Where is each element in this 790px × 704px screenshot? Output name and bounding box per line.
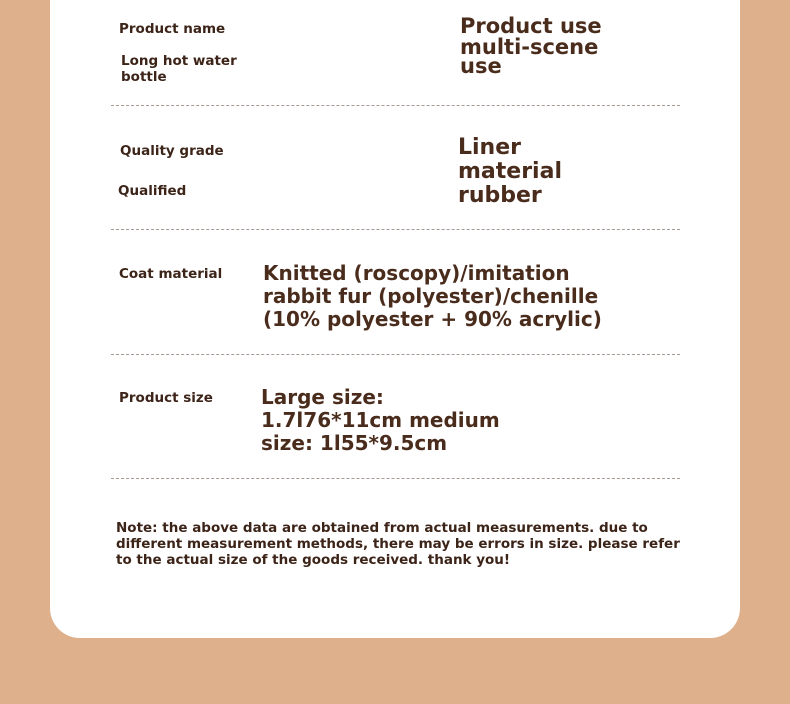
product-name-value: Long hot water bottle — [121, 53, 237, 85]
product-use-label: Product use — [460, 14, 602, 38]
quality-grade-label: Quality grade — [120, 143, 224, 159]
coat-material-label: Coat material — [119, 266, 223, 282]
quality-grade-value: Qualified — [118, 183, 187, 199]
coat-material-value: Knitted (roscopy)/imitation rabbit fur (polyester)/chenille (10% polyester + 90% acrylic) — [263, 261, 602, 331]
product-use-value: multi-scene use — [460, 35, 599, 78]
divider-4 — [111, 478, 680, 479]
divider-1 — [111, 105, 680, 106]
liner-material-label: Liner material — [458, 135, 562, 184]
liner-material-value: rubber — [458, 183, 542, 208]
product-size-value: Large size: 1.7l76*11cm medium size: 1l55*9.5cm — [261, 385, 500, 455]
divider-3 — [111, 354, 680, 355]
product-size-label: Product size — [119, 390, 213, 406]
product-name-label: Product name — [119, 21, 226, 37]
measurement-note: Note: the above data are obtained from actual measurements. due to different measurement methods, there may be errors in size. please refer to the actual size of the goods received. thank you! — [116, 520, 680, 568]
divider-2 — [111, 229, 680, 230]
